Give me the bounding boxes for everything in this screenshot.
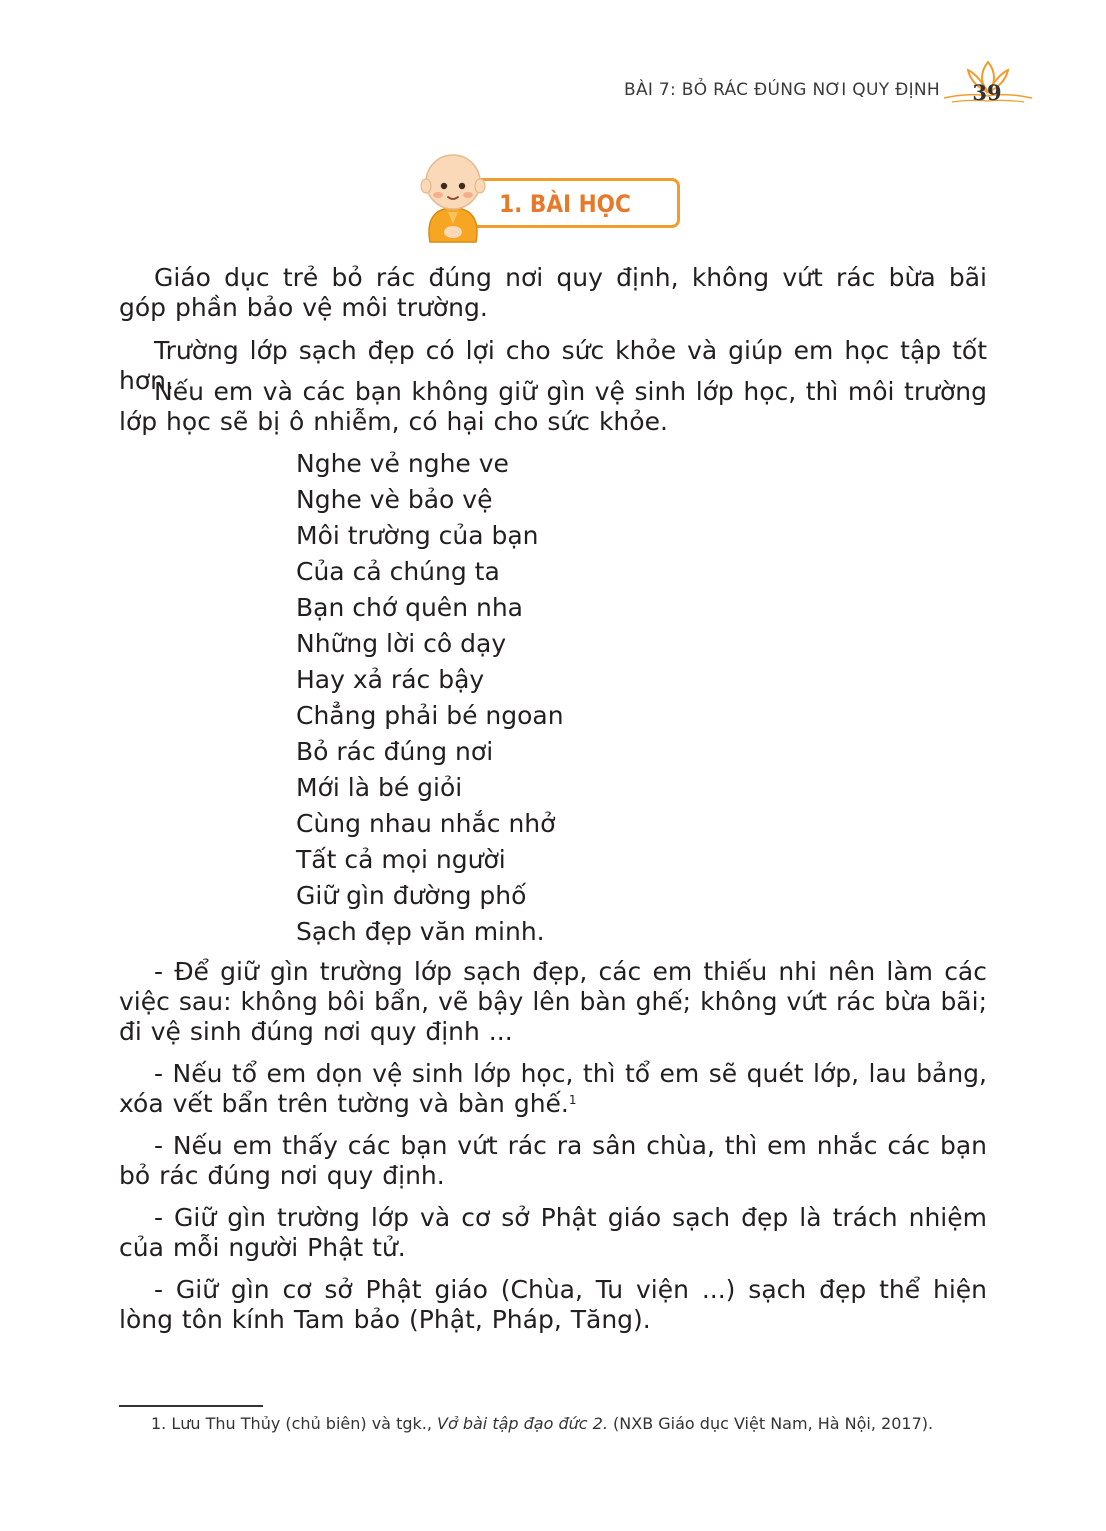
intro-paragraph: Nếu em và các bạn không giữ gìn vệ sinh lớp học, thì môi trường lớp học sẽ bị ô nhiễm, có hại cho sức khỏe. [119, 377, 987, 436]
point-paragraph: - Để giữ gìn trường lớp sạch đẹp, các em thiếu nhi nên làm các việc sau: không bôi bẩn, vẽ bậy lên bàn ghế; không vứt rác bừa bãi; đi vệ sinh đúng nơi quy định ... [119, 957, 987, 1046]
footnote-marker: 1 [568, 1093, 577, 1107]
point-text: - Nếu tổ em dọn vệ sinh lớp học, thì tổ em sẽ quét lớp, lau bảng, xóa vết bẩn trên tường và bàn ghế. [119, 1059, 987, 1118]
footnote-prefix: 1. Lưu Thu Thủy (chủ biên) và tgk., [151, 1414, 438, 1433]
monk-mascot-icon [418, 150, 488, 246]
poem-line: Sạch đẹp văn minh. [296, 917, 545, 946]
footnote-book-title: Vở bài tập đạo đức 2. [437, 1414, 608, 1433]
poem-line: Cùng nhau nhắc nhở [296, 809, 556, 838]
intro-paragraph: Giáo dục trẻ bỏ rác đúng nơi quy định, không vứt rác bừa bãi góp phần bảo vệ môi trường. [119, 263, 987, 322]
poem-line: Của cả chúng ta [296, 557, 500, 586]
poem-line: Môi trường của bạn [296, 521, 539, 550]
lesson-header-title: BÀI 7: BỎ RÁC ĐÚNG NƠI QUY ĐỊNH [624, 80, 940, 100]
footnote [151, 1414, 1011, 1433]
poem-line: Nghe vẻ nghe ve [296, 449, 509, 478]
page-number: 39 [972, 80, 1002, 105]
poem-line: Những lời cô dạy [296, 629, 507, 658]
footnote-divider [119, 1405, 263, 1407]
point-paragraph: - Nếu em thấy các bạn vứt rác ra sân chùa, thì em nhắc các bạn bỏ rác đúng nơi quy định. [119, 1131, 987, 1190]
point-paragraph: - Giữ gìn cơ sở Phật giáo (Chùa, Tu viện ...) sạch đẹp thể hiện lòng tôn kính Tam bảo (Phật, Pháp, Tăng). [119, 1275, 987, 1334]
point-paragraph [119, 1059, 987, 1119]
poem-line: Mới là bé giỏi [296, 773, 463, 802]
poem [296, 449, 564, 953]
poem-line: Giữ gìn đường phố [296, 881, 527, 910]
poem-line: Bỏ rác đúng nơi [296, 737, 494, 766]
poem-line: Tất cả mọi người [296, 845, 506, 874]
poem-line: Hay xả rác bậy [296, 665, 485, 694]
poem-line: Bạn chớ quên nha [296, 593, 523, 622]
footnote-suffix: (NXB Giáo dục Việt Nam, Hà Nội, 2017). [607, 1414, 934, 1433]
intro-paragraph: Trường lớp sạch đẹp có lợi cho sức khỏe và giúp em học tập tốt hơn. [119, 336, 987, 395]
poem-line: Chẳng phải bé ngoan [296, 701, 564, 730]
poem-line: Nghe vè bảo vệ [296, 485, 493, 514]
section-title: 1. BÀI HỌC [499, 190, 631, 218]
point-paragraph: - Giữ gìn trường lớp và cơ sở Phật giáo sạch đẹp là trách nhiệm của mỗi người Phật tử. [119, 1203, 987, 1262]
